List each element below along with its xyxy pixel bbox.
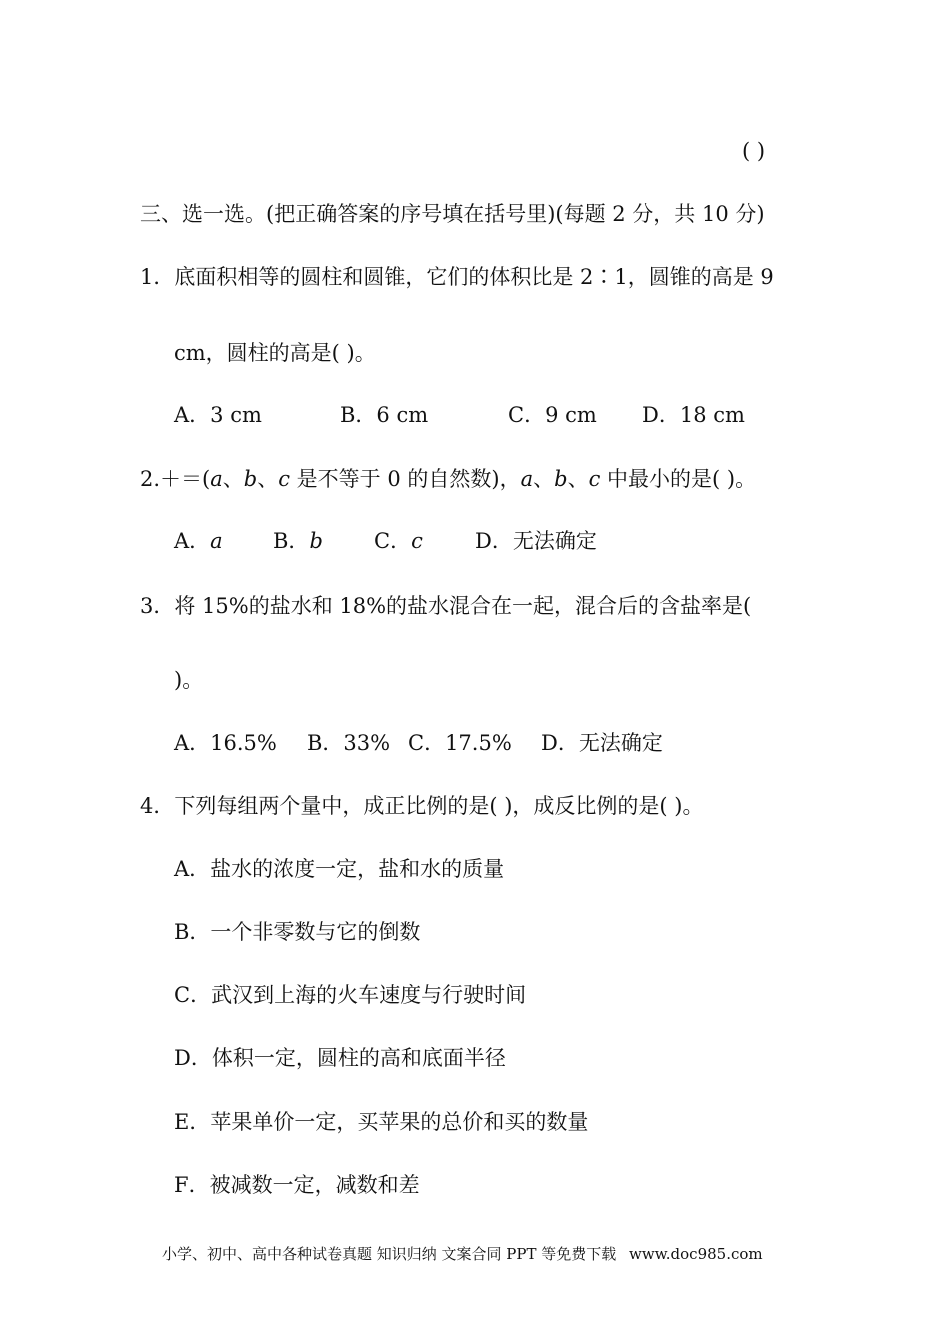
question-4-option-e: E．苹果单价一定，买苹果的总价和买的数量: [174, 1110, 589, 1134]
option-prefix: D．: [475, 529, 513, 553]
question-4-option-c: C．武汉到上海的火车速度与行驶时间: [174, 983, 527, 1007]
section-heading: 三、选一选。(把正确答案的序号填在括号里)(每题 2 分，共 10 分): [140, 202, 765, 226]
option-prefix: B．: [273, 529, 310, 553]
question-4-option-b: B．一个非零数与它的倒数: [174, 920, 421, 944]
question-3-option-c: C．17.5%: [408, 731, 512, 755]
q2-var-a: a: [210, 467, 223, 491]
page-footer: [162, 1243, 771, 1265]
question-4-line-1: 4．下列每组两个量中，成正比例的是( )，成反比例的是( )。: [140, 794, 704, 818]
question-2-option-a: [174, 527, 223, 555]
q2-sep: 、: [222, 467, 244, 491]
question-3-line-1: 3．将 15%的盐水和 18%的盐水混合在一起，混合后的含盐率是(: [140, 594, 752, 618]
answer-paren: ( ): [742, 139, 766, 163]
q2-var-a: a: [520, 467, 534, 491]
option-text: 无法确定: [512, 529, 597, 553]
question-1-option-c: C．9 cm: [508, 403, 597, 427]
option-var: c: [411, 529, 423, 553]
option-var: b: [309, 529, 323, 553]
question-3-option-a: A．16.5%: [174, 731, 277, 755]
question-4-option-a: A．盐水的浓度一定，盐和水的质量: [174, 857, 505, 881]
question-2-option-d: [475, 527, 597, 555]
q2-var-b: b: [554, 467, 568, 491]
q2-text-end: 中最小的是( )。: [600, 467, 757, 491]
option-prefix: A．: [174, 529, 211, 553]
footer-text: 小学、初中、高中各种试卷真题 知识归纳 文案合同 PPT 等免费下载: [162, 1245, 617, 1263]
option-prefix: C．: [374, 529, 412, 553]
q2-var-c: c: [588, 467, 601, 491]
question-1-line-1: 1．底面积相等的圆柱和圆锥，它们的体积比是 2∶1，圆锥的高是 9: [140, 265, 774, 289]
question-1-option-b: B．6 cm: [340, 403, 429, 427]
q2-text-mid: 是不等于 0 的自然数)，: [289, 467, 521, 491]
option-var: a: [210, 529, 223, 553]
question-3-option-b: B．33%: [307, 731, 391, 755]
question-2-option-b: [273, 527, 323, 555]
q2-text-start: 2.＋＝(: [140, 467, 211, 491]
question-4-option-d: D．体积一定，圆柱的高和底面半径: [174, 1046, 506, 1070]
q2-var-b: b: [243, 467, 258, 491]
q2-sep: 、: [257, 467, 279, 491]
question-1-option-d: D．18 cm: [642, 403, 745, 427]
question-2-line-1: [140, 465, 756, 493]
question-1-line-2: cm，圆柱的高是( )。: [174, 341, 376, 365]
q2-sep: 、: [567, 467, 589, 491]
question-3-option-d: D．无法确定: [541, 731, 663, 755]
q2-var-c: c: [278, 467, 290, 491]
footer-url: www.doc985.com: [629, 1245, 763, 1263]
question-1-option-a: A．3 cm: [174, 403, 262, 427]
q2-sep: 、: [533, 467, 555, 491]
question-4-option-f: F．被减数一定，减数和差: [174, 1173, 420, 1197]
question-2-option-c: [374, 527, 423, 555]
question-3-line-2: )。: [174, 668, 204, 692]
